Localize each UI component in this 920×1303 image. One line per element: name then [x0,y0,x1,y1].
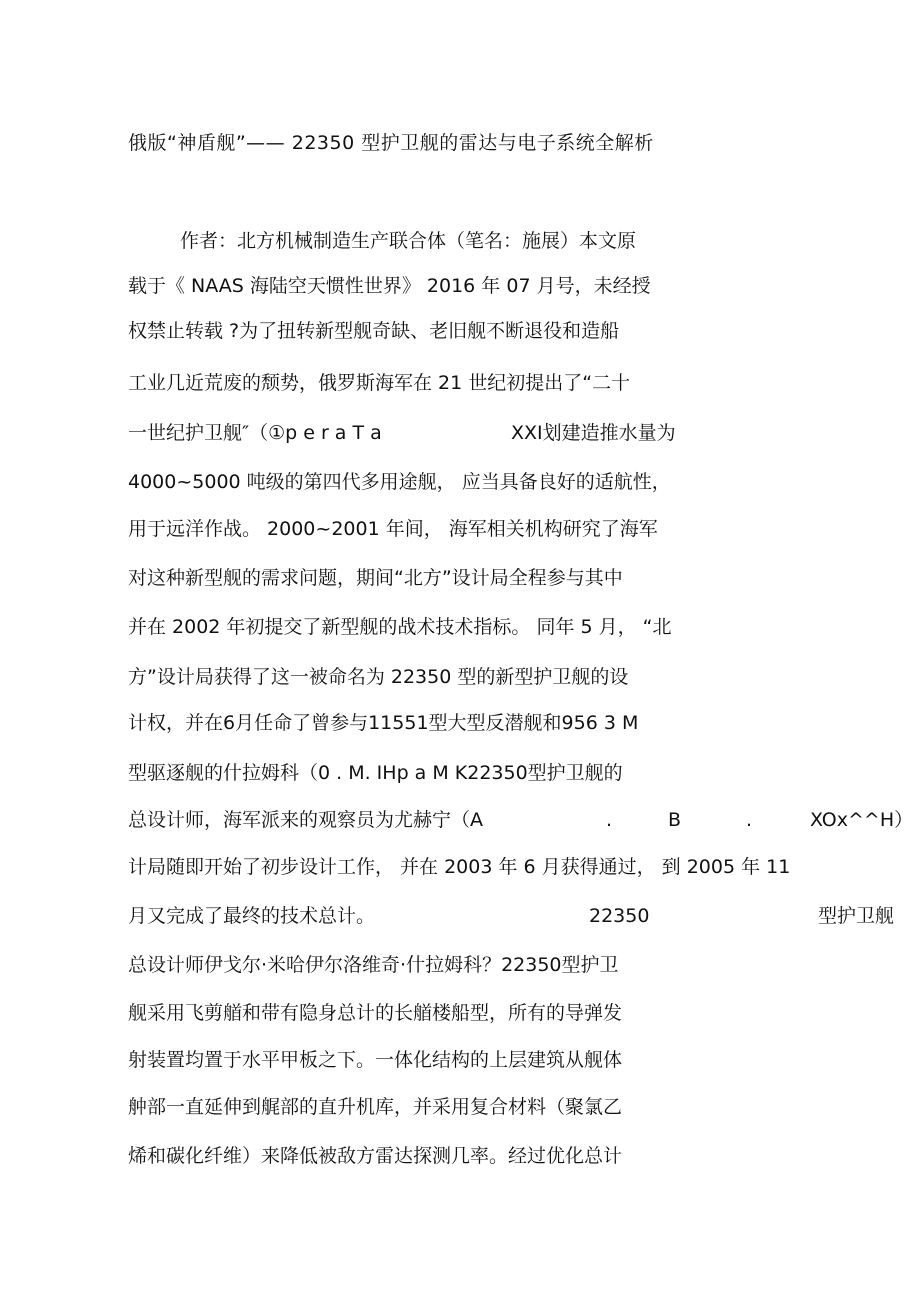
line-text: XOx^^H） [810,809,914,831]
line-text: . [606,809,613,831]
paragraph-line [128,418,808,448]
line-text: 月又完成了最终的技术总计。 [128,905,376,927]
paragraph-line: 并在 2002 年初提交了新型舰的战术技术指标。 同年 5 月， “北 [128,616,672,638]
paragraph-line: 计权，并在6月任命了曾参与11551型大型反潜舰和956 3 M [128,712,639,734]
paragraph-line: 4000~5000 吨级的第四代多用途舰， 应当具备良好的适航性， [128,471,671,493]
paragraph-line: 型驱逐舰的什拉姆科（0 . M. IHp a M K22350型护卫舰的 [128,762,623,784]
paragraph-line: 计局随即开始了初步设计工作， 并在 2003 年 6 月获得通过， 到 2005 年 11 [128,856,791,878]
paragraph-line: 烯和碳化纤维）来降低被敌方雷达探测几率。经过优化总计 [128,1145,623,1167]
document-title: 俄版“神盾舰”—— 22350 型护卫舰的雷达与电子系统全解析 [128,132,654,154]
line-text: . [746,809,753,831]
line-text: 型护卫舰 [818,905,895,927]
line-text: 一世纪护卫舰″（①p e r a T a [128,422,382,444]
line-text: B [668,809,682,831]
paragraph-line: 方”设计局获得了这一被命名为 22350 型的新型护卫舰的设 [128,666,629,688]
paragraph-line: 总设计师伊戈尔·米哈伊尔洛维奇·什拉姆科？22350型护卫 [128,954,619,976]
paragraph-line: 射装置均置于水平甲板之下。一体化结构的上层建筑从舰体 [128,1049,623,1071]
line-text: XXI划建造推水量为 [511,422,676,444]
paragraph-line: 载于《 NAAS 海陆空天惯性世界》 2016 年 07 月号，未经授 [128,275,651,297]
paragraph-line: 舯部一直延伸到艉部的直升机库，并采用复合材料（聚氯乙 [128,1096,623,1118]
line-text: 22350 [589,905,650,927]
paragraph-line: 工业几近荒废的颓势，俄罗斯海军在 21 世纪初提出了“二十 [128,372,631,394]
paragraph-line: 用于远洋作战。 2000~2001 年间， 海军相关机构研究了海军 [128,518,658,540]
paragraph-line [128,805,914,835]
paragraph-line: 权禁止转载 ?为了扭转新型舰奇缺、老旧舰不断退役和造船 [128,320,620,342]
paragraph-line: 作者：北方机械制造生产联合体（笔名：施展）本文原 [180,230,637,252]
paragraph-line [128,901,908,931]
paragraph-line: 舰采用飞剪艏和带有隐身总计的长艏楼船型，所有的导弹发 [128,1002,623,1024]
paragraph-line: 对这种新型舰的需求问题，期间“北方”设计局全程参与其中 [128,567,623,589]
line-text: 总设计师，海军派来的观察员为尤赫宁（A [128,809,483,831]
